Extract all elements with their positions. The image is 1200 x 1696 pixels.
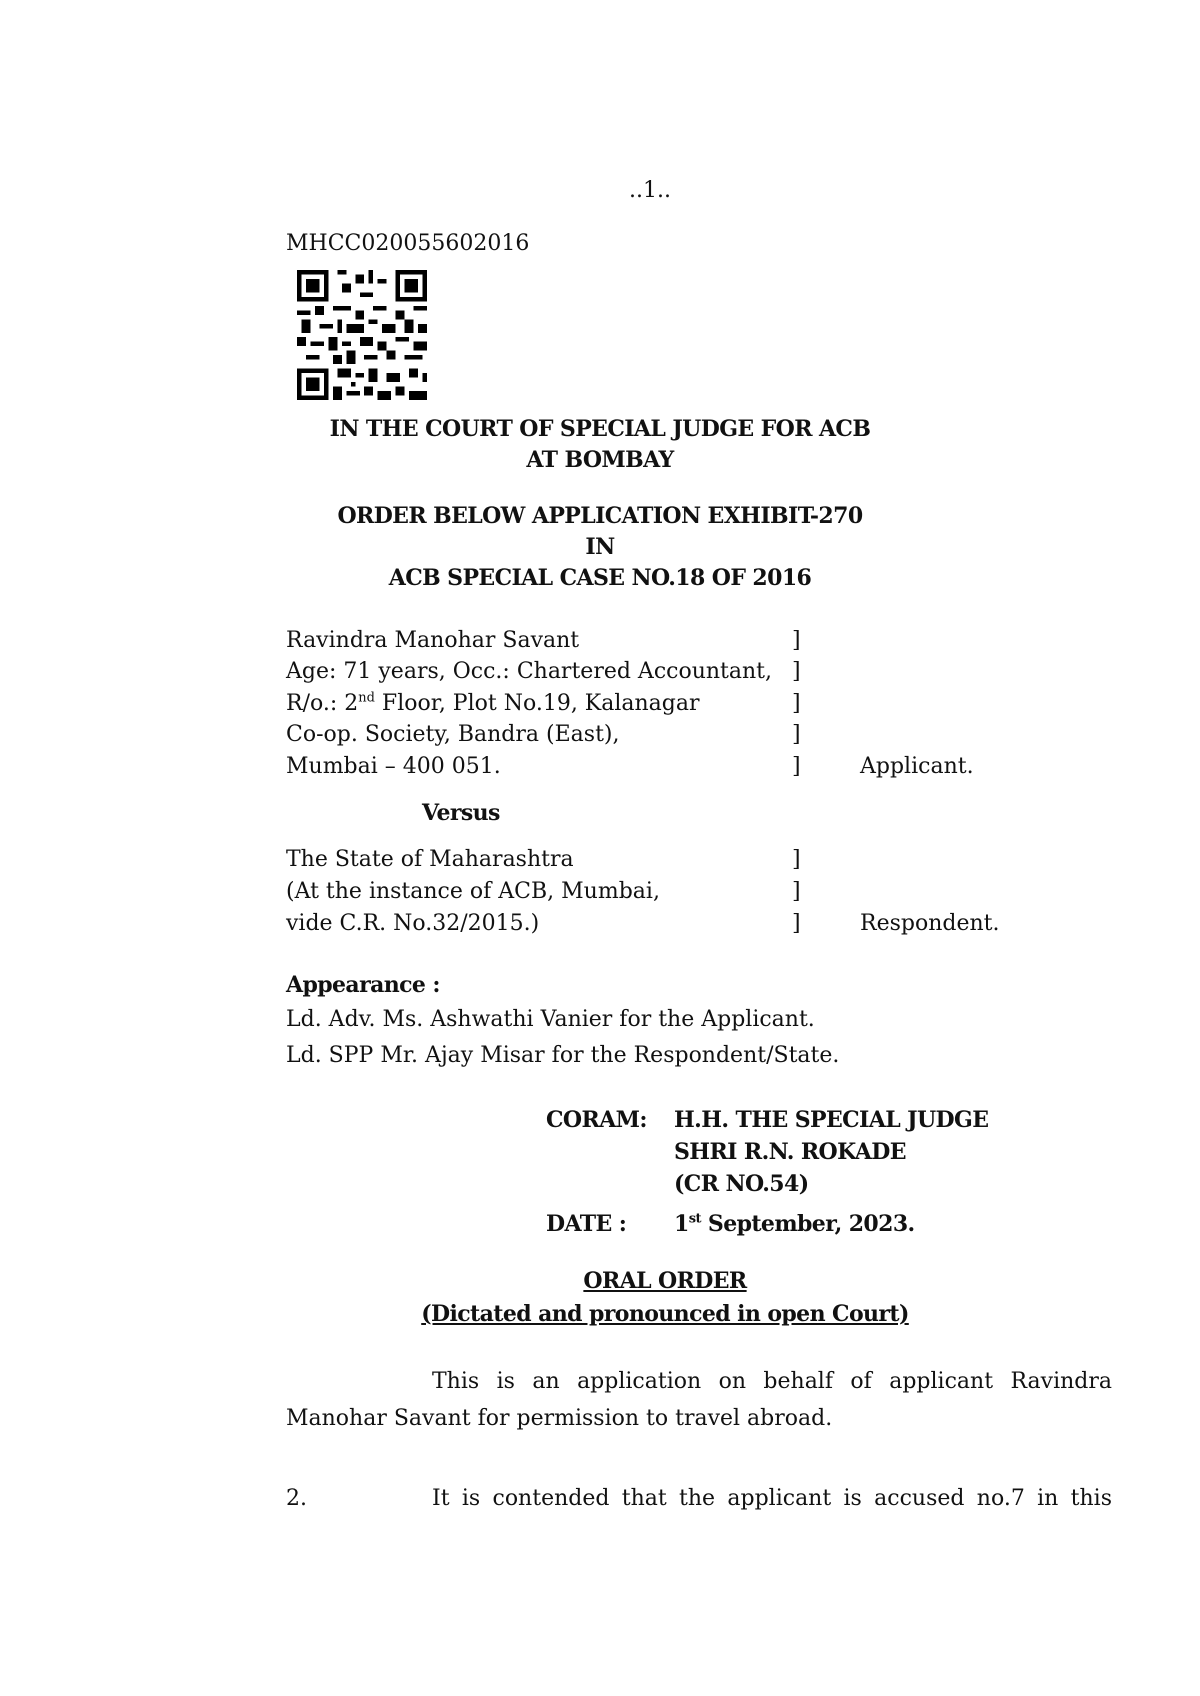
applicant-line: Ravindra Manohar Savant xyxy=(286,628,580,653)
oral-order-title: ORAL ORDER xyxy=(583,1268,747,1294)
bracket: ] xyxy=(792,659,801,684)
applicant-line: Mumbai – 400 051. xyxy=(286,754,501,779)
order-date: 1st September, 2023. xyxy=(674,1211,915,1237)
appearance-line: Ld. Adv. Ms. Ashwathi Vanier for the Applicant. xyxy=(286,1007,815,1032)
case-number: ACB SPECIAL CASE NO.18 OF 2016 xyxy=(388,565,812,591)
court-room: (CR NO.54) xyxy=(674,1171,809,1197)
court-location: AT BOMBAY xyxy=(526,447,674,473)
bracket: ] xyxy=(792,754,801,779)
judge-title: H.H. THE SPECIAL JUDGE xyxy=(674,1107,989,1133)
applicant-line: R/o.: 2nd Floor, Plot No.19, Kalanagar xyxy=(286,690,700,716)
respondent-line: vide C.R. No.32/2015.) xyxy=(286,911,540,936)
applicant-line: Co-op. Society, Bandra (East), xyxy=(286,722,620,747)
bracket: ] xyxy=(792,879,801,904)
court-name: IN THE COURT OF SPECIAL JUDGE FOR ACB xyxy=(329,416,871,442)
bracket: ] xyxy=(792,911,801,936)
cnr-number: MHCC020055602016 xyxy=(286,231,530,256)
applicant-line: Age: 71 years, Occ.: Chartered Accountant, xyxy=(286,659,772,684)
qr-code xyxy=(297,270,427,400)
paragraph-1-line-2: Manohar Savant for permission to travel abroad. xyxy=(286,1406,833,1431)
oral-order-subtitle: (Dictated and pronounced in open Court) xyxy=(421,1301,909,1327)
respondent-role: Respondent. xyxy=(860,911,1000,936)
paragraph-2-number: 2. xyxy=(286,1486,307,1511)
order-title: ORDER BELOW APPLICATION EXHIBIT-270 xyxy=(337,503,863,529)
bracket: ] xyxy=(792,691,801,716)
date-label: DATE : xyxy=(546,1211,627,1237)
applicant-role: Applicant. xyxy=(860,754,974,779)
page-number: ..1.. xyxy=(629,178,671,203)
appearance-label: Appearance : xyxy=(286,972,440,998)
respondent-line: The State of Maharashtra xyxy=(286,847,574,872)
bracket: ] xyxy=(792,628,801,653)
bracket: ] xyxy=(792,722,801,747)
paragraph-1-line-1: This is an application on behalf of applicant Ravindra xyxy=(432,1369,1112,1394)
paragraph-2-line-1: It is contended that the applicant is accused no.7 in this xyxy=(432,1486,1112,1511)
respondent-line: (At the instance of ACB, Mumbai, xyxy=(286,879,660,904)
bracket: ] xyxy=(792,847,801,872)
order-in: IN xyxy=(585,534,615,560)
coram-label: CORAM: xyxy=(546,1107,647,1133)
judge-name: SHRI R.N. ROKADE xyxy=(674,1139,906,1165)
appearance-line: Ld. SPP Mr. Ajay Misar for the Respondent/State. xyxy=(286,1043,840,1068)
versus-label: Versus xyxy=(422,800,500,826)
